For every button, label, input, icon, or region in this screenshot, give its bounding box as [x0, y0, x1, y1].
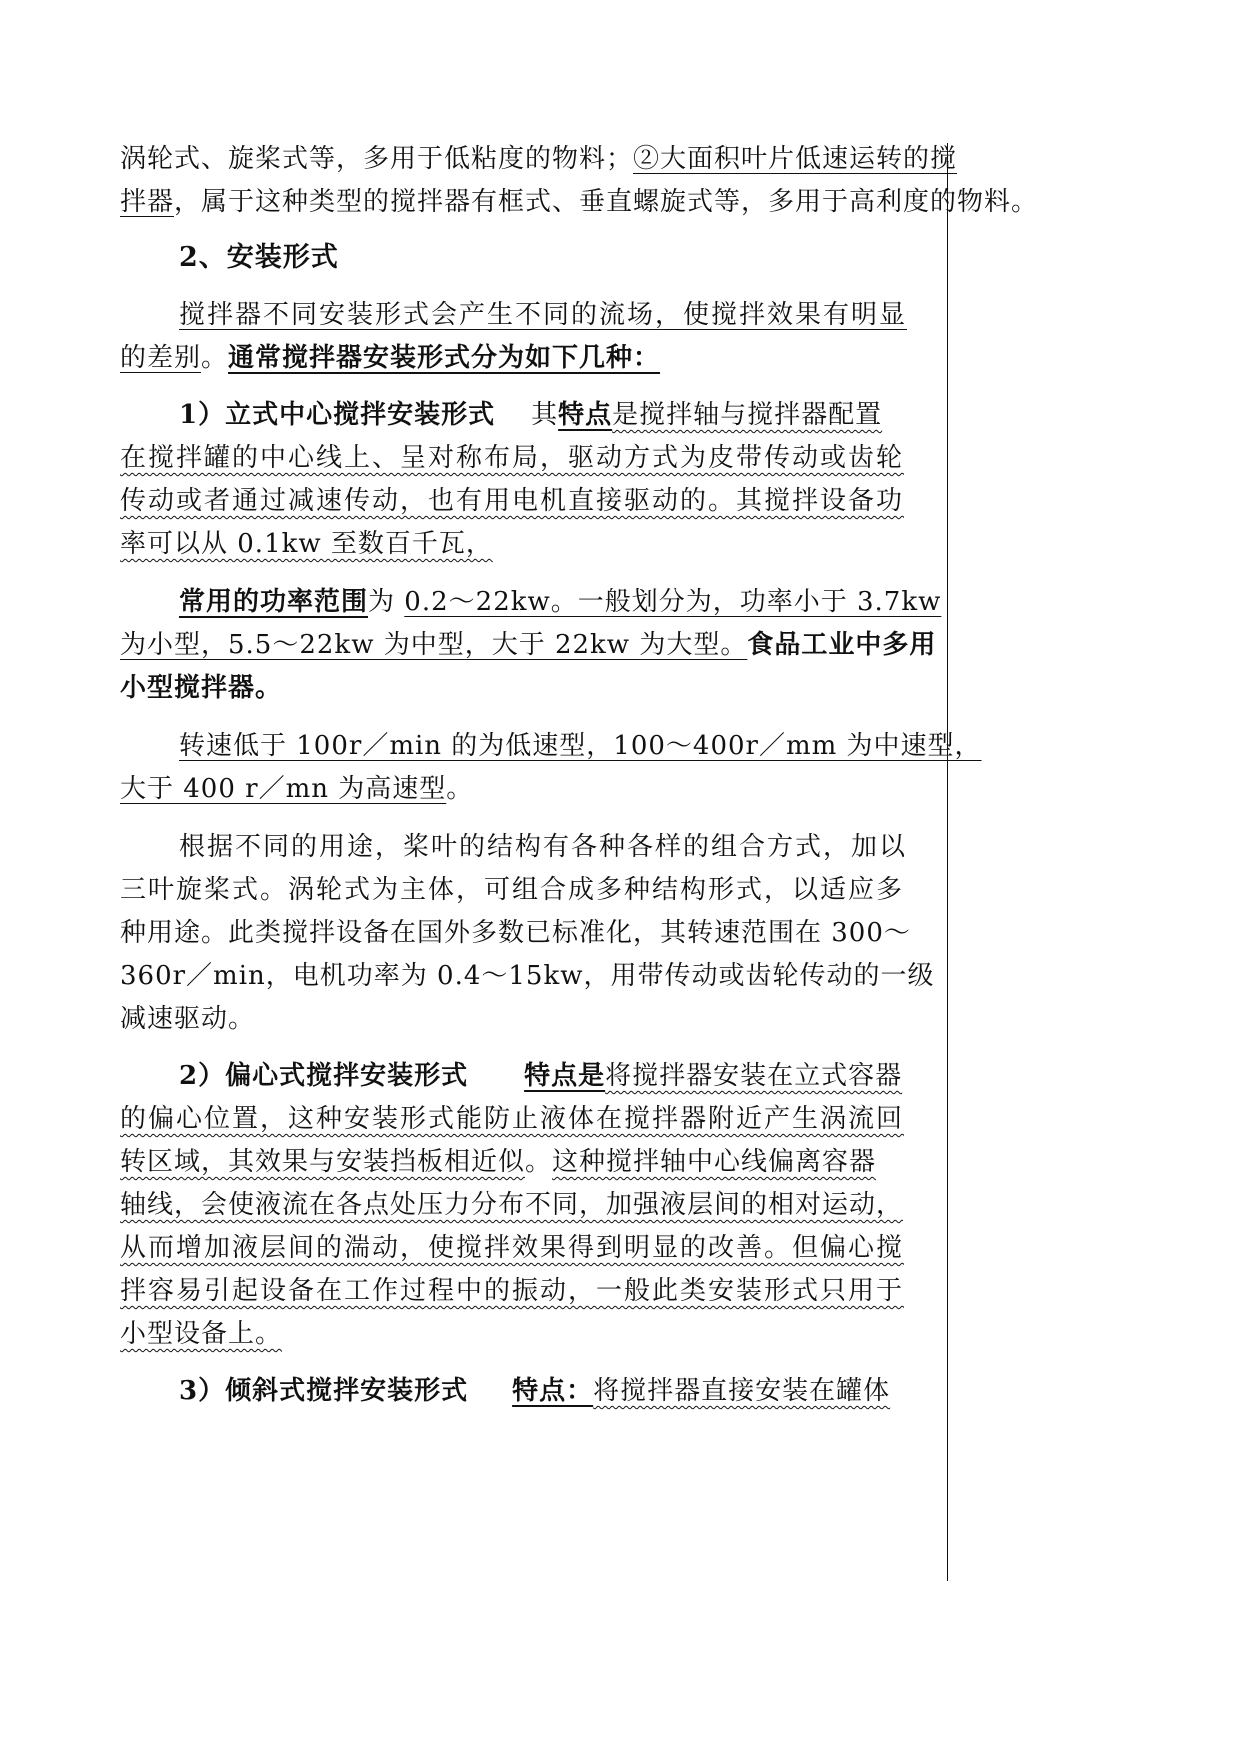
- s2-text-3b: 。: [525, 1147, 553, 1177]
- p3-line-1: [179, 729, 982, 763]
- p2-text-e: 食品工业中多用: [747, 630, 937, 660]
- s3-text-1: 将搅拌器直接安装在罐体: [593, 1376, 891, 1406]
- s3-title: 3）倾斜式搅拌安装形式: [179, 1376, 469, 1406]
- p2-line-3: 小型搅拌器。: [120, 673, 283, 703]
- p3-text-a: 转速低于 100r／min 的为低速型，100～400r／mm 为中速型，: [179, 731, 982, 761]
- p3-text-c: 。: [446, 774, 474, 804]
- s3-feature: 特点：: [512, 1376, 594, 1406]
- s1-text-2: 在搅拌罐的中心线上、呈对称布局，驱动方式为皮带传动或齿轮: [120, 443, 905, 473]
- p2-line-1: [179, 585, 941, 619]
- p4-line-2: 三叶旋桨式。涡轮式为主体，可组合成多种结构形式，以适应多: [120, 875, 905, 905]
- s2-line-1: [179, 1059, 902, 1093]
- p4-line-3: 种用途。此类搅拌设备在国外多数已标准化，其转速范围在 300～: [120, 918, 911, 948]
- p1-line-2: [120, 341, 660, 375]
- p1-line-1: [179, 298, 907, 332]
- right-margin-rule: [947, 143, 948, 1581]
- s2-text-3c: 这种搅拌轴中心线偏离容器: [552, 1147, 877, 1177]
- p2-text-a: 常用的功率范围: [179, 587, 369, 617]
- s2-text-6: 拌容易引起设备在工作过程中的振动，一般此类安装形式只用于: [120, 1276, 905, 1306]
- p0-text-d: ，属于这种类型的搅拌器有框式、垂直螺旋式等，多用于高利度的物料。: [174, 187, 1039, 217]
- p0-text-a: 涡轮式、旋桨式等，多用于低粘度的物料；: [120, 144, 634, 174]
- p0-text-b: ②大面积叶片低速运转的搅: [633, 144, 958, 174]
- s2-line-7: [120, 1317, 282, 1351]
- s2-text-5: 从而增加液层间的湍动，使搅拌效果得到明显的改善。但偏心搅: [120, 1233, 905, 1263]
- p1-text-b: 的差别: [120, 343, 202, 373]
- p3-line-2: [120, 772, 473, 806]
- p2-text-d: 为小型，5.5～22kw 为中型，大于 22kw 为大型。: [120, 630, 748, 660]
- p3-text-b: 大于 400 r／mn 为高速型: [120, 774, 447, 804]
- s2-text-1: 将搅拌器安装在立式容器: [605, 1061, 903, 1091]
- p4-line-4: 360r／min，电机功率为 0.4～15kw，用带传动或齿轮传动的一级: [120, 961, 935, 991]
- s1-text-3: 传动或者通过减速传动，也有用电机直接驱动的。其搅拌设备功: [120, 486, 905, 516]
- section-heading-install-forms: 2、安装形式: [179, 242, 339, 273]
- p4-line-5: 减速驱动。: [120, 1004, 256, 1034]
- s1-feature: 特点: [558, 400, 613, 430]
- s1-text-1: 是搅拌轴与搅拌器配置: [612, 400, 883, 430]
- p4-line-1: 根据不同的用途，桨叶的结构有各种各样的组合方式，加以: [179, 832, 908, 862]
- s2-text-2: 的偏心位置，这种安装形式能防止液体在搅拌器附近产生涡流回: [120, 1104, 905, 1134]
- s1-line-1: [179, 398, 882, 432]
- s2-feature: 特点是: [524, 1061, 606, 1091]
- p0-text-c: 拌器: [120, 187, 175, 217]
- s2-title: 2）偏心式搅拌安装形式: [179, 1061, 469, 1091]
- p2-text-b: 为: [368, 587, 396, 617]
- p2-line-2: [120, 628, 936, 662]
- s2-text-3a: 转区域，其效果与安装挡板相近似: [120, 1147, 526, 1177]
- s1-line-3: [120, 484, 904, 518]
- s1-line-2: [120, 441, 904, 475]
- p2-text-c: 0.2～22kw。一般划分为，功率小于 3.7kw: [404, 587, 942, 617]
- p1-text-d: 通常搅拌器安装形式分为如下几种：: [228, 343, 661, 373]
- p0-line-1: [120, 142, 957, 176]
- p1-text-a: 搅拌器不同安装形式会产生不同的流场，使搅拌效果有明显: [179, 300, 908, 330]
- s2-line-3: [120, 1145, 876, 1179]
- s1-line-4: [120, 527, 493, 561]
- s2-text-7: 小型设备上。: [120, 1319, 283, 1349]
- s1-pre: 其: [531, 400, 559, 430]
- s3-line-1: [179, 1374, 890, 1408]
- s2-line-6: [120, 1274, 904, 1308]
- s1-text-4: 率可以从 0.1kw 至数百千瓦，: [120, 529, 493, 559]
- s2-line-5: [120, 1231, 904, 1265]
- s2-text-4: 轴线，会使液流在各点处压力分布不同，加强液层间的相对运动，: [120, 1190, 904, 1220]
- s2-line-4: [120, 1188, 903, 1222]
- p0-line-2: [120, 185, 1038, 219]
- s1-title: 1）立式中心搅拌安装形式: [179, 400, 496, 430]
- p1-text-c: 。: [201, 343, 229, 373]
- s2-line-2: [120, 1102, 904, 1136]
